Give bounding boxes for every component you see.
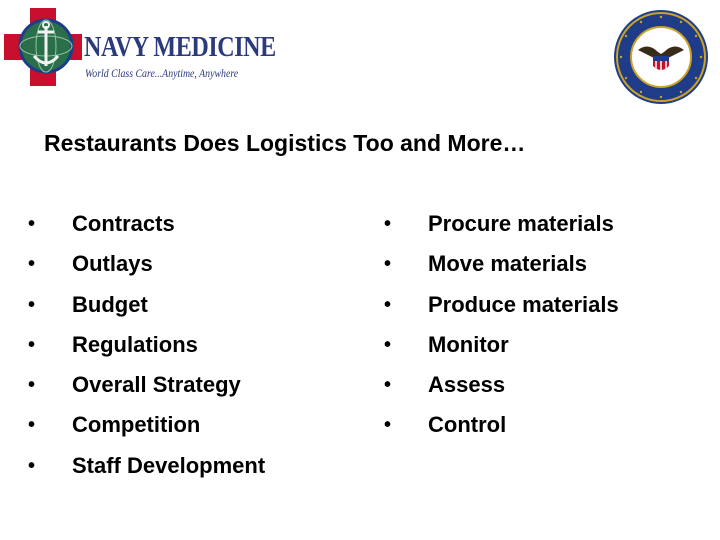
left-bullet-list	[28, 204, 265, 486]
navy-medicine-logo	[4, 8, 276, 86]
bullet-icon: •	[28, 454, 36, 477]
list-item-label: Move materials	[428, 251, 587, 277]
list-item	[384, 204, 619, 244]
bullet-icon: •	[384, 213, 392, 235]
list-item-label: Assess	[428, 372, 506, 398]
slide-title: Restaurants Does Logistics Too and More…	[44, 130, 526, 156]
list-item-label: Procure materials	[428, 211, 614, 236]
list-item	[28, 325, 265, 365]
bullet-icon: •	[28, 414, 36, 437]
right-bullet-list	[384, 204, 619, 446]
bullet-icon: •	[384, 374, 392, 397]
list-item-label: Staff Development	[72, 452, 266, 478]
bullet-icon: •	[384, 293, 392, 316]
brand-tagline: World Class Care...Anytime, Anywhere	[85, 66, 239, 80]
list-item-label: Control	[428, 412, 507, 438]
list-item	[28, 405, 265, 445]
list-item-label: Produce materials	[428, 291, 619, 317]
list-item-label: Competition	[72, 412, 201, 438]
list-item	[384, 365, 619, 405]
list-item	[28, 204, 265, 244]
bullet-icon: •	[28, 374, 36, 397]
bullet-icon: •	[384, 414, 392, 437]
list-item	[28, 244, 265, 284]
bullet-icon: •	[28, 293, 36, 316]
bullet-icon: •	[384, 333, 392, 356]
list-item	[28, 365, 265, 405]
bureau-seal	[608, 8, 714, 106]
list-item	[384, 244, 619, 284]
navy-medicine-emblem-icon	[4, 8, 84, 86]
bullet-icon: •	[28, 333, 36, 356]
list-item-label: Regulations	[72, 331, 198, 357]
brand-title: NAVY MEDICINE	[84, 32, 276, 63]
list-item-label: Budget	[72, 291, 148, 317]
list-item-label: Outlays	[72, 251, 153, 277]
list-item-label: Monitor	[428, 331, 509, 357]
bullet-icon: •	[384, 253, 392, 276]
list-item	[28, 285, 265, 325]
bullet-icon: •	[28, 213, 36, 235]
list-item	[384, 325, 619, 365]
bullet-icon: •	[28, 253, 36, 276]
list-item	[28, 446, 265, 486]
navy-seal-icon	[608, 8, 714, 106]
list-item	[384, 285, 619, 325]
list-item-label: Contracts	[72, 211, 175, 236]
list-item-label: Overall Strategy	[72, 372, 241, 398]
list-item	[384, 405, 619, 445]
